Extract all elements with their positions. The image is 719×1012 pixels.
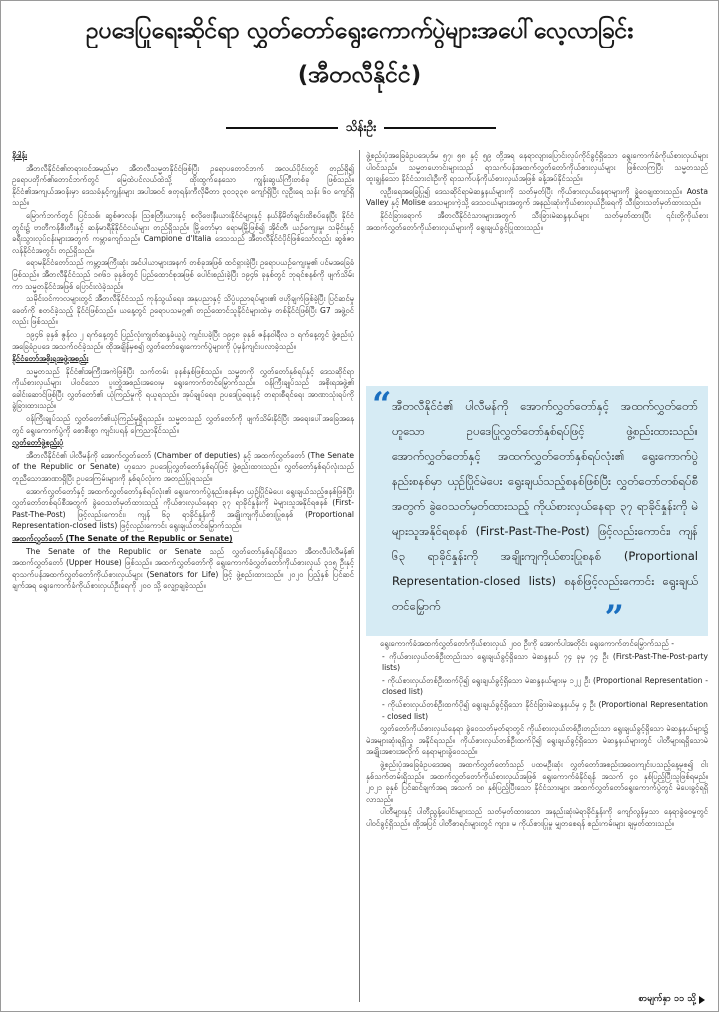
- paragraph: အီတလီနိုင်ငံ၏ ပါလီမန်ကို အောက်လွှတ်တော် (Chamber of deputies) နှင့် အထက်လွှတ်တော် (The Senate of the Republic or Senate) ဟူသော ဥပဒေပြုလွှတ်တော်နှစ်ရပ်ဖြင့် ဖွဲ့စည်းထားသည်။ လွှတ်တော်နှစ်ရပ်လုံးသည် တူညီသောအာဏာရှိပြီး ဥပဒေကြမ်းများကို နှစ်ရပ်လုံးက အတည်ပြုရသည်။: [12, 450, 354, 484]
- headline: ဥပဒေပြုရေးဆိုင်ရာ လွှတ်တော်ရွေးကောက်ပွဲများအပေါ်လေ့လာခြင်း: [86, 18, 633, 44]
- paragraph: လွှတ်တော်ကိုယ်စားလှယ်နေရာ ခွဲဝေသတ်မှတ်ရာတွင် ကိုယ်စားလှယ်တစ်ဦးတည်းသာ ရွေးချယ်ခွင့်ရှိသော မဲဆန္ဒနယ်များ၌ မဲအများဆုံးရရှိသူ အနိုင်ရသည်။ ကိုယ်စားလှယ်တစ်ဦးထက်ပို၍ ရွေးချယ်ခွင့်ရှိသော မဲဆန္ဒနယ်များတွင် ပါတီများရရှိသောမဲအချိုးအစားအလိုက် နေရာများခွဲဝေသည်။: [366, 724, 708, 757]
- byline-rule-left: [226, 127, 338, 129]
- pull-quote-text: အီတလီနိုင်ငံ၏ ပါလီမန်ကို အောက်လွှတ်တော်နှင့် အထက်လွှတ်တော်ဟူသော ဥပဒေပြုလွှတ်တော်နှစ်ရပ်ဖြင့် ဖွဲ့စည်းထားသည်။ အောက်လွှတ်တော်နှင့် အထက်လွှတ်တော်နှစ်ရပ်လုံး၏ ရွေးကောက်ပွဲနည်းစနစ်မှာ ယှဉ်ပြိုင်မဲပေး ရွေးချယ်သည့်စနစ်ဖြစ်ပြီး လွှတ်တော်တစ်ရပ်စီအတွက် ခွဲဝေသတ်မှတ်ထားသည့် ကိုယ်စားလှယ်နေရာ ၃၇ ရာခိုင်နှုန်းကို မဲများသူအနိုင်ရစနစ် (First-Past-The-Post) ဖြင့်လည်းကောင်း၊ ကျန် ၆၃ ရာခိုင်နှုန်းကို အချိုးကျကိုယ်စားပြုစနစ် (Proportional Representation-closed lists) စနစ်ဖြင့်လည်းကောင်း ရွေးချယ်တင်မြှောက်: [392, 399, 698, 613]
- author-name: သိန်းဦး: [345, 120, 377, 134]
- paragraph: ပါတီများနှင့် ပါတီညွန့်ပေါင်းများသည် သတ်မှတ်ထားသော အနည်းဆုံးမဲရာခိုင်နှုန်းကို ကျော်လွန်မှသာ နေရာခွဲဝေမှုတွင် ပါဝင်ခွင့်ရှိသည်။ ထို့အပြင် ပါတီစာရင်းများတွင် ကျား၊ မ ကိုယ်စားပြုမှု မျှတစေရန် စည်းကမ်းများ ချမှတ်ထားသည်။: [366, 807, 708, 828]
- paragraph: နိုင်ငံခြားရောက် အီတလီနိုင်ငံသားများအတွက် သီးခြားမဲဆန္ဒနယ်များ သတ်မှတ်ထားပြီး ၎င်းတို့ကိုယ်စား အထက်လွှတ်တော်ကိုယ်စားလှယ်များကို ရွေးချယ်ခွင့်ပြုထားသည်။: [366, 210, 708, 232]
- headline-country: (အီတလီနိုင်ငံ): [297, 62, 422, 88]
- paragraph: အီတလီနိုင်ငံ၏တရားဝင်အမည်မှာ အီတလီသမ္မတနိုင်ငံဖြစ်ပြီး ဥရောပတောင်ဘက် အလယ်ပိုင်းတွင် တည်ရှိ၍ ဥရောပတိုက်၏တောင်ဘက်တွင် မြေထဲပင်လယ်ထဲသို့ ထိုးထွက်နေသော ကျွန်းဆွယ်ကြီးတစ်ခု ဖြစ်သည်။ နိုင်ငံ၏အကျယ်အဝန်းမှာ ဒေသခံနှင့်ကျွန်းများ အပါအဝင် စတုရန်းကီလိုမီတာ ၃၀၁၃၃၈ ကျော်ရှိပြီး လူဦးရေ သန်း ၆၀ ကျော်ရှိသည်။: [12, 163, 354, 208]
- headline-block: [20, 14, 699, 92]
- paragraph: ဝန်ကြီးချုပ်သည် လွှတ်တော်၏ယုံကြည်မှုရှိရသည်။ သမ္မတသည် လွှတ်တော်ကို ဖျက်သိမ်းနိုင်ပြီး အရေးပေါ်အခြေအနေတွင် ရွေးကောက်ပွဲကို စောစီးစွာ ကျင်းပရန် ကြေညာနိုင်သည်။: [12, 414, 354, 435]
- paragraph: လူဦးရေအခြေပြု၍ ဒေသဆိုင်ရာမဲဆန္ဒနယ်များကို သတ်မှတ်ပြီး ကိုယ်စားလှယ်နေရာများကို ခွဲဝေချထားသည်။ Aosta Valley နှင့် Molise ဒေသများကဲ့သို့ ဒေသငယ်များအတွက် အနည်းဆုံးကိုယ်စားလှယ်ဦးရေကို သီးခြားသတ်မှတ်ထားသည်။: [366, 186, 708, 208]
- paragraph: မြောက်ဘက်တွင် ပြင်သစ်၊ ဆွစ်ဇာလန်၊ ဩစတြီးယားနှင့် စလိုဗေးနီးယားနိုင်ငံများနှင့် နယ်နိမိတ်ချင်းထိစပ်နေပြီး နိုင်ငံတွင်း၌ ဗာတီကန်စီးတီးနှင့် ဆန်မာရီနိုနိုင်ငံငယ်များ တည်ရှိသည်။ မြို့တော်မှာ ရောမမြို့ဖြစ်၍ အိုင်တီ၊ ယဉ်ကျေးမှု၊ သမိုင်းနှင့် ခရီးသွားလုပ်ငန်းများအတွက် ကမ္ဘာကျော်သည်။ Campione d'Italia ဒေသသည် အီတလီနိုင်ငံပိုင်ဖြစ်သော်လည်း ဆွစ်ဇာလန်နိုင်ငံအတွင်း တည်ရှိသည်။: [12, 210, 354, 255]
- paragraph: ၁၉၄၆ ခုနှစ် ဇွန်လ ၂ ရက်နေ့တွင် ပြည်လုံးကျွတ်ဆန္ဒခံယူပွဲ ကျင်းပခဲ့ပြီး ၁၉၄၈ ခုနှစ် ဇန်နဝါရီလ ၁ ရက်နေ့တွင် ဖွဲ့စည်းပုံအခြေခံဥပဒေ အသက်ဝင်ခဲ့သည်။ ထိုအချိန်မှစ၍ လွှတ်တော်ရွေးကောက်ပွဲများကို ပုံမှန်ကျင်းပလာခဲ့သည်။: [12, 329, 354, 351]
- paragraph: သမ္မတသည် နိုင်ငံ၏အကြီးအကဲဖြစ်ပြီး သက်တမ်း ခုနစ်နှစ်ဖြစ်သည်။ သမ္မတကို လွှတ်တော်နှစ်ရပ်နှင့် ဒေသဆိုင်ရာကိုယ်စားလှယ်များ ပါဝင်သော ပူးတွဲအစည်းအဝေးမှ ရွေးကောက်တင်မြှောက်သည်။ ဝန်ကြီးချုပ်သည် အစိုးရအဖွဲ့၏ ခေါင်းဆောင်ဖြစ်ပြီး လွှတ်တော်၏ ယုံကြည်မှုကို ရယူရသည်။ အုပ်ချုပ်ရေး၊ ဥပဒေပြုရေးနှင့် တရားစီရင်ရေး အာဏာသုံးရပ်ကို ခွဲခြားထားသည်။: [12, 366, 354, 411]
- continue-arrow-icon: [699, 996, 705, 1004]
- left-column: [12, 150, 354, 1002]
- byline: [226, 118, 496, 138]
- list-item: - ကိုယ်စားလှယ်တစ်ဦးထက်ပို၍ ရွေးချယ်ခွင့်ရှိသော မဲဆန္ဒနယ်များမှ ၁၂၂ ဦး (Proportional Representation - closed list): [382, 675, 708, 697]
- close-quote-icon: ”: [604, 598, 624, 636]
- byline-rule-right: [384, 127, 496, 129]
- open-quote-icon: “: [372, 386, 392, 425]
- section-heading: အထက်လွှတ်တော် (The Senate of the Republic or Senate): [12, 534, 233, 543]
- continued-text: စာမျက်နှာ ၁၁ သို့: [638, 994, 696, 1004]
- pull-quote: [366, 386, 708, 636]
- paragraph: ဖွဲ့စည်းပုံအခြေခံဥပဒေပုဒ်မ ၅၇၊ ၅၈ နှင့် ၅၉ တို့အရ နေရာလျားပြောင်းလုပ်ကိုင်ခွင့်ရှိသော ရွေးကောက်ခံကိုယ်စားလှယ်များ ပါဝင်သည်။ သမ္မတဟောင်းများသည် ရာသက်ပန်အထက်လွှတ်တော်ကိုယ်စားလှယ်များ ဖြစ်လာကြပြီး သမ္မတသည် ထူးချွန်သော နိုင်ငံသားငါးဦးကို ရာသက်ပန်ကိုယ်စားလှယ်အဖြစ် ခန့်အပ်နိုင်သည်။: [366, 151, 708, 184]
- list-item: - ကိုယ်စားလှယ်တစ်ဦးတည်းသာ ရွေးချယ်ခွင့်ရှိသော မဲဆန္ဒနယ် ၇၄ ခုမှ ၇၄ ဦး (First-Past-The-Post-party lists): [382, 651, 708, 673]
- paragraph: နိဒါန်း: [12, 151, 28, 160]
- section-heading: လွှတ်တော်ဖွဲ့စည်းပုံ: [12, 438, 64, 448]
- list-item: - ကိုယ်စားလှယ်တစ်ဦးထက်ပို၍ ရွေးချယ်ခွင့်ရှိသော နိုင်ငံခြားမဲဆန္ဒနယ်မှ ၄ ဦး (Proportional Representation - closed list): [382, 699, 708, 721]
- paragraph: သမိုင်းဝင်ကာလများတွင် အီတလီနိုင်ငံသည် ကုန်သွယ်ရေး၊ အနုပညာနှင့် သိပ္ပံပညာရပ်များ၏ ဗဟိုချက်ဖြစ်ခဲ့ပြီး ပြင်ဆင်မှုခေတ်ကို စတင်ခဲ့သည့် နိုင်ငံဖြစ်သည်။ ယနေ့တွင် ဥရောပသမဂ္ဂ၏ တည်ထောင်သူနိုင်ငံများထဲမှ တစ်နိုင်ငံဖြစ်ပြီး G7 အဖွဲ့ဝင်လည်း ဖြစ်သည်။: [12, 294, 354, 327]
- right-column-top: [366, 150, 708, 382]
- paragraph: ရွေးကောက်ခံအထက်လွှတ်တော်ကိုယ်စားလှယ် ၂၀၀ ဦးကို အောက်ပါအတိုင်း ရွေးကောက်တင်မြှောက်သည် -: [380, 639, 674, 648]
- paragraph: The Senate of the Republic or Senate သည် လွှတ်တော်နှစ်ရပ်ရှိသော အီတလီပါလီမန်၏ အထက်လွှတ်တော် (Upper House) ဖြစ်သည်။ အထက်လွှတ်တော်ကို ရွေးကောက်ခံလွှတ်တော်ကိုယ်စားလှယ် ၃၁၅ ဦးနှင့် ရာသက်ပန်အထက်လွှတ်တော်ကိုယ်စားလှယ်များ (Senators for Life) ဖြင့် ဖွဲ့စည်းထားသည်။ ၂၀၂၀ ပြည့်နှစ် ပြင်ဆင်ချက်အရ ရွေးကောက်ခံကိုယ်စားလှယ်ဦးရေကို ၂၀၀ သို့ လျှော့ချခဲ့သည်။: [12, 546, 354, 591]
- section-heading: နိုင်ငံတော်အစိုးရအဖွဲ့အစည်း: [12, 354, 89, 364]
- continued-note: [638, 993, 705, 1006]
- column-divider: [359, 150, 360, 1002]
- paragraph: အောက်လွှတ်တော်နှင့် အထက်လွှတ်တော်နှစ်ရပ်လုံး၏ ရွေးကောက်ပွဲနည်းစနစ်မှာ ယှဉ်ပြိုင်မဲပေး ရွေးချယ်သည့်စနစ်ဖြစ်ပြီး လွှတ်တော်တစ်ရပ်စီအတွက် ခွဲဝေသတ်မှတ်ထားသည့် ကိုယ်စားလှယ်နေရာ ၃၇ ရာခိုင်နှုန်းကို မဲများသူအနိုင်ရစနစ် (First-Past-The-Post) ဖြင့်လည်းကောင်း၊ ကျန် ၆၃ ရာခိုင်နှုန်းကို အချိုးကျကိုယ်စားပြုစနစ် (Proportional Representation-closed lists) ဖြင့်လည်းကောင်း ရွေးချယ်တင်မြှောက်သည်။: [12, 486, 354, 531]
- paragraph: ရောမနိုင်ငံတော်သည် ကမ္ဘာ့အကြီးဆုံး အင်ပါယာများအနက် တစ်ခုအဖြစ် ထင်ရှားခဲ့ပြီး ဥရောပယဉ်ကျေးမှု၏ ပင်မအခြေခံဖြစ်သည်။ အီတလီနိုင်ငံသည် ၁၈၆၁ ခုနှစ်တွင် ပြည်ထောင်စုအဖြစ် ပေါင်းစည်းခဲ့ပြီး ၁၉၄၆ ခုနှစ်တွင် ဘုရင်စနစ်ကို ဖျက်သိမ်းကာ သမ္မတနိုင်ငံအဖြစ် ပြောင်းလဲခဲ့သည်။: [12, 258, 354, 291]
- right-column-bottom: [366, 638, 708, 830]
- paragraph: ဖွဲ့စည်းပုံအခြေခံဥပဒေအရ အထက်လွှတ်တော်သည် ပထမဦးဆုံး လွှတ်တော်အစည်းအဝေးကျင်းပသည့်နေ့မှစ၍ ငါးနှစ်သက်တမ်းရှိသည်။ အထက်လွှတ်တော်ကိုယ်စားလှယ်အဖြစ် ရွေးကောက်ခံနိုင်ရန် အသက် ၄၀ နှစ်ပြည့်ပြီးသူဖြစ်ရမည်။ ၂၀၂၁ ခုနှစ် ပြင်ဆင်ချက်အရ အသက် ၁၈ နှစ်ပြည့်ပြီးသော နိုင်ငံသားများ အထက်လွှတ်တော်ရွေးကောက်ပွဲတွင် မဲပေးခွင့်ရရှိလာသည်။: [366, 759, 708, 804]
